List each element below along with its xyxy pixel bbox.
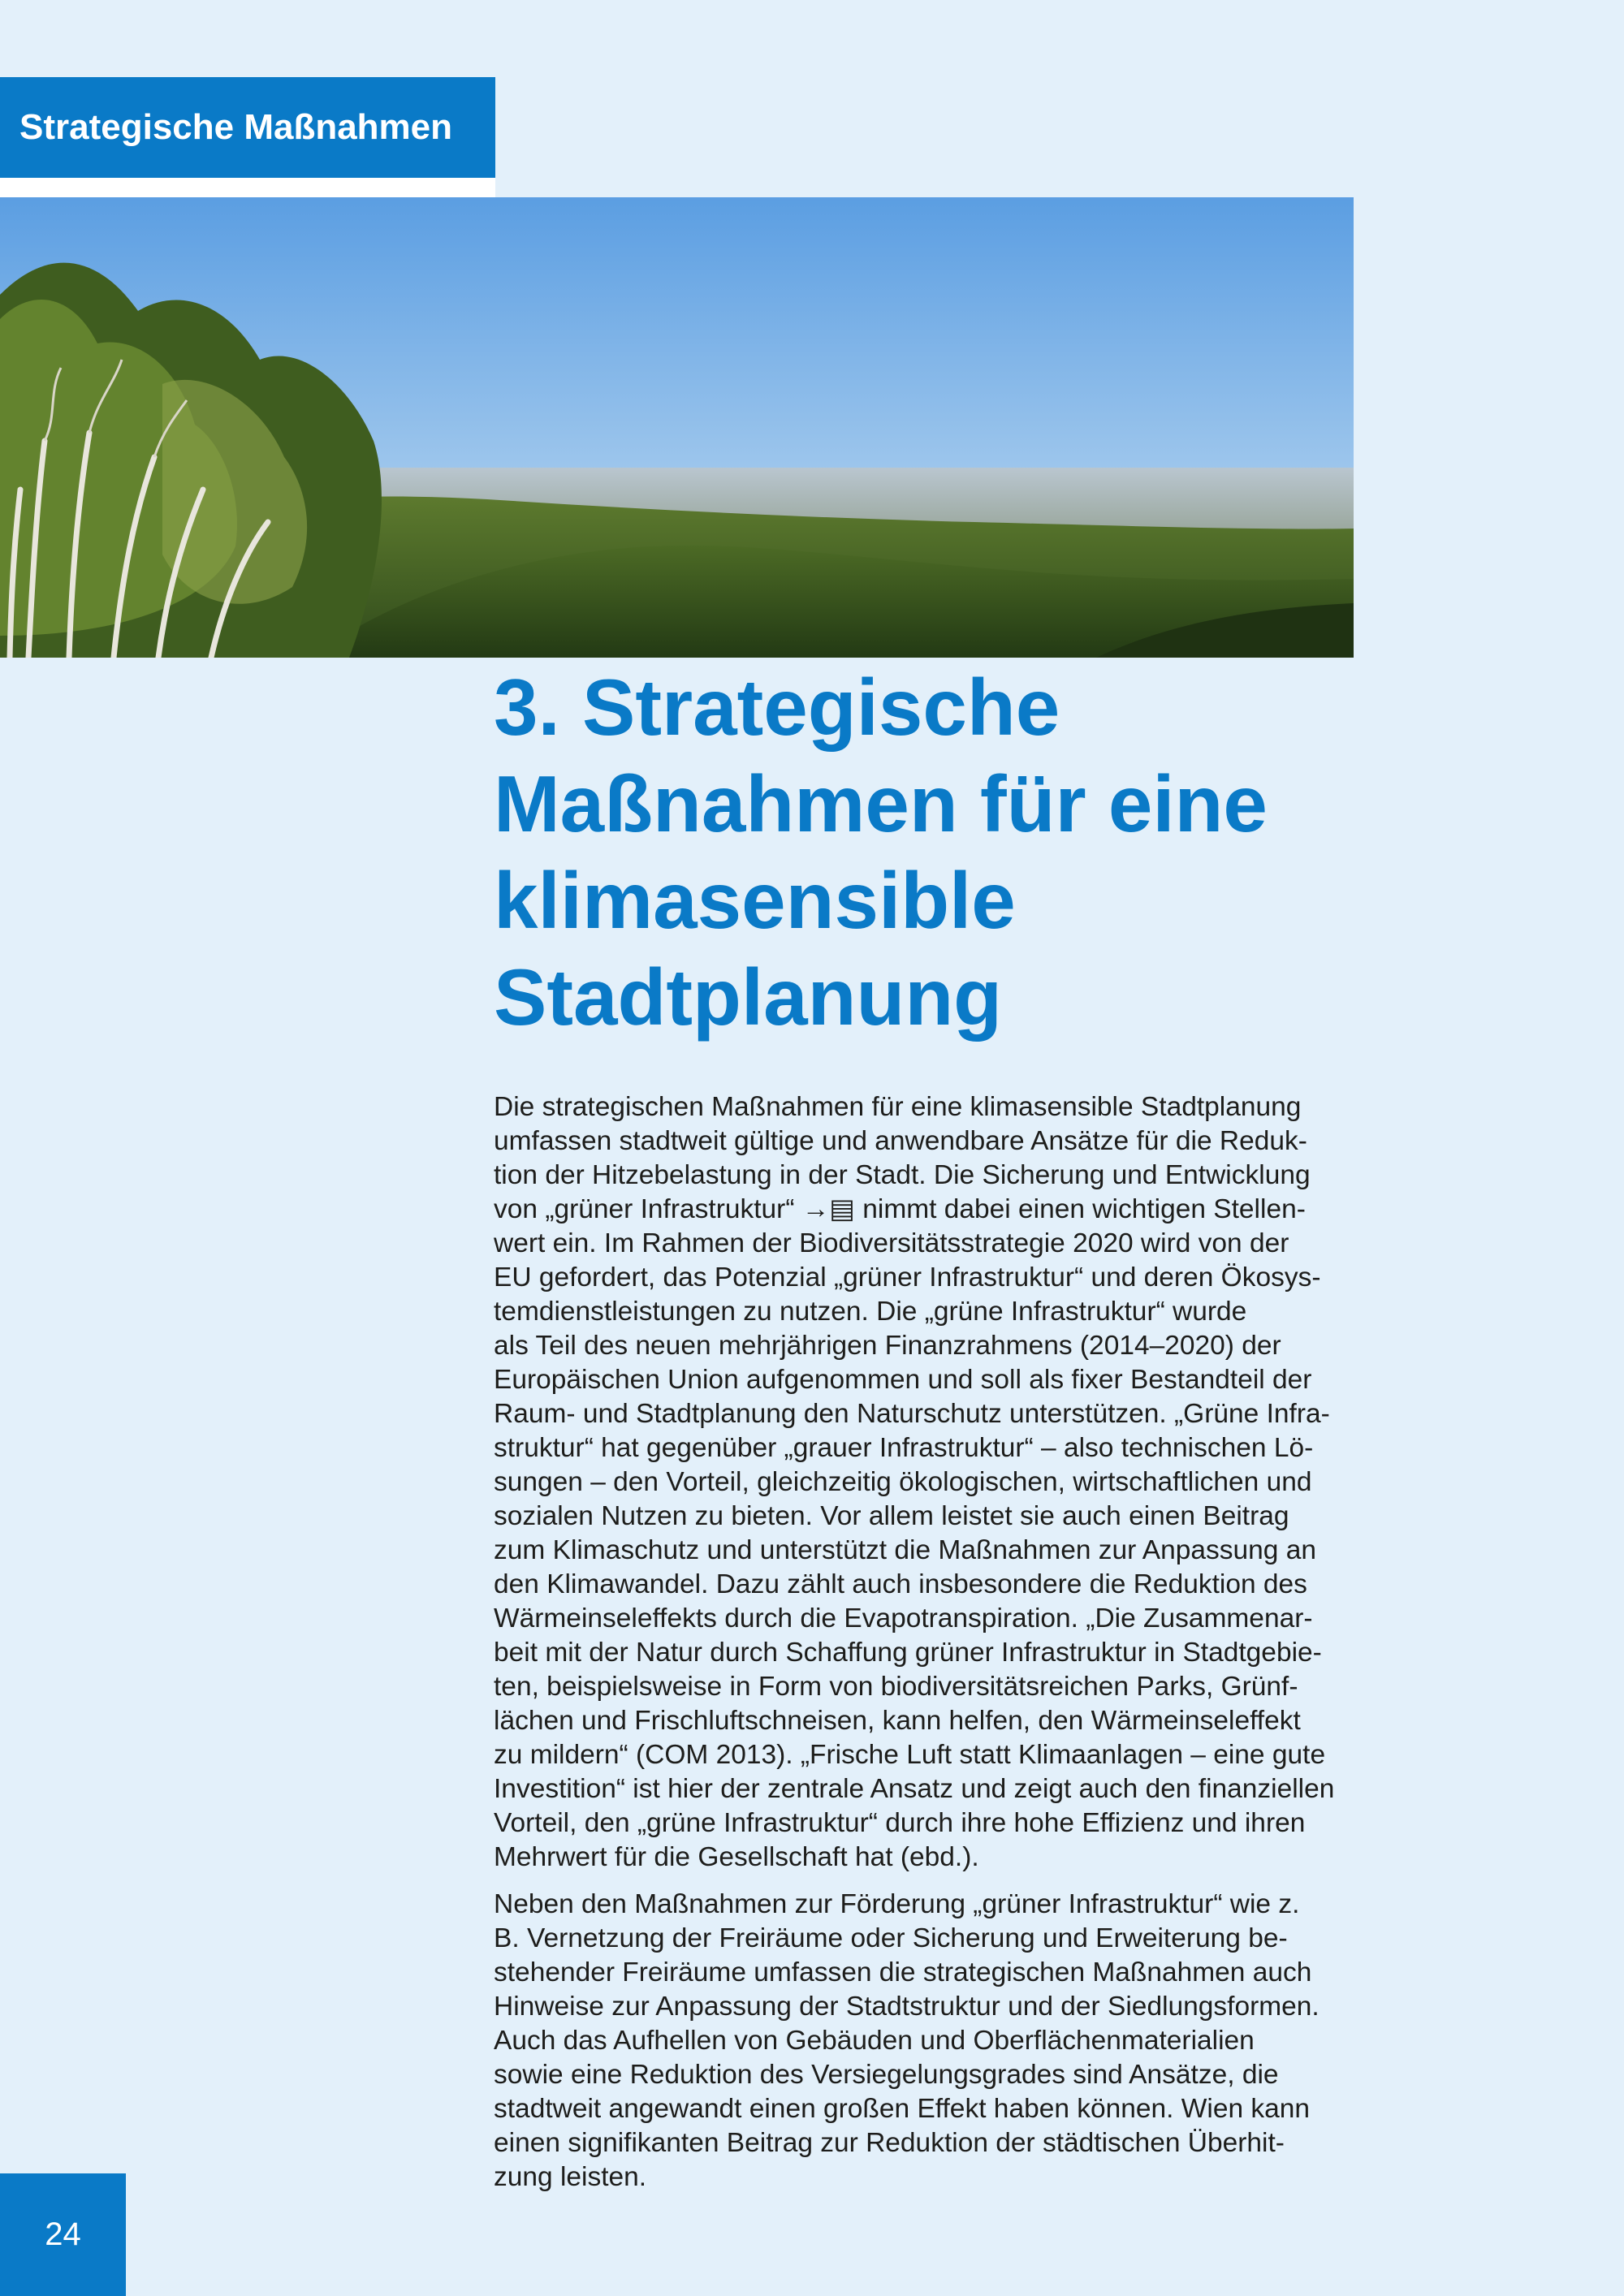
text-line: als Teil des neuen mehrjährigen Finanzrahmens (2014–2020) der <box>494 1331 1281 1361</box>
header-divider <box>0 178 495 197</box>
paragraph <box>494 1090 1354 1875</box>
text-line: lächen und Frischluftschneisen, kann helfen, den Wärmeinseleffekt <box>494 1706 1301 1736</box>
body-text <box>494 1090 1354 2208</box>
section-header-tab <box>0 77 495 178</box>
title-line: Stadtplanung <box>494 952 1003 1042</box>
section-header-label: Strategische Maßnahmen <box>19 107 453 147</box>
text-line: struktur“ hat gegenüber „grauer Infrastruktur“ – also technischen Lö- <box>494 1433 1314 1463</box>
text-line: Europäischen Union aufgenommen und soll als fixer Bestandteil der <box>494 1365 1312 1395</box>
text-line: zu mildern“ (COM 2013). „Frische Luft statt Klimaanlagen – eine gute <box>494 1740 1326 1770</box>
text-line: umfassen stadtweit gültige und anwendbare Ansätze für die Reduk- <box>494 1126 1307 1156</box>
text-line: von „grüner Infrastruktur“ →▤ nimmt dabei einen wichtigen Stellen- <box>494 1194 1306 1224</box>
text-line: sozialen Nutzen zu bieten. Vor allem leistet sie auch einen Beitrag <box>494 1501 1289 1531</box>
paragraph <box>494 1888 1354 2195</box>
title-line: klimasensible <box>494 856 1016 945</box>
text-line: Neben den Maßnahmen zur Förderung „grüner Infrastruktur“ wie z. <box>494 1889 1300 1919</box>
text-line: sungen – den Vorteil, gleichzeitig ökologischen, wirtschaftlichen und <box>494 1467 1312 1497</box>
text-line: Die strategischen Maßnahmen für eine klimasensible Stadtplanung <box>494 1092 1302 1122</box>
text-line: Auch das Aufhellen von Gebäuden und Oberflächenmaterialien <box>494 2026 1255 2056</box>
text-line: Investition“ ist hier der zentrale Ansatz und zeigt auch den finanziellen <box>494 1774 1335 1804</box>
page-title <box>494 659 1371 1046</box>
text-line: Vorteil, den „grüne Infrastruktur“ durch ihre hohe Effizienz und ihren <box>494 1808 1306 1838</box>
text-line: zung leisten. <box>494 2162 647 2192</box>
page-number-badge <box>0 2173 126 2296</box>
text-line: temdienstleistungen zu nutzen. Die „grüne Infrastruktur“ wurde <box>494 1297 1247 1327</box>
text-line: Hinweise zur Anpassung der Stadtstruktur und der Siedlungsformen. <box>494 1992 1320 2022</box>
text-line: EU gefordert, das Potenzial „grüner Infrastruktur“ und deren Ökosys- <box>494 1262 1321 1293</box>
title-line: 3. Strategische <box>494 662 1060 752</box>
text-line: einen signifikanten Beitrag zur Reduktion der städtischen Überhit- <box>494 2128 1285 2158</box>
text-line: den Klimawandel. Dazu zählt auch insbesondere die Reduktion des <box>494 1569 1307 1599</box>
title-line: Maßnahmen für eine <box>494 759 1268 848</box>
text-line: sowie eine Reduktion des Versiegelungsgrades sind Ansätze, die <box>494 2060 1279 2090</box>
text-line: wert ein. Im Rahmen der Biodiversitätsstrategie 2020 wird von der <box>494 1228 1289 1258</box>
landscape-photo <box>0 197 1354 658</box>
text-line: ten, beispielsweise in Form von biodiversitätsreichen Parks, Grünf- <box>494 1672 1298 1702</box>
page-number: 24 <box>45 2216 81 2252</box>
text-line: stadtweit angewandt einen großen Effekt haben können. Wien kann <box>494 2094 1311 2124</box>
text-line: stehender Freiräume umfassen die strategischen Maßnahmen auch <box>494 1957 1312 1987</box>
text-line: beit mit der Natur durch Schaffung grüner Infrastruktur in Stadtgebie- <box>494 1638 1322 1668</box>
text-line: tion der Hitzebelastung in der Stadt. Die Sicherung und Entwicklung <box>494 1160 1311 1190</box>
text-line: Mehrwert für die Gesellschaft hat (ebd.). <box>494 1842 979 1872</box>
text-line: Raum- und Stadtplanung den Naturschutz unterstützen. „Grüne Infra- <box>494 1399 1330 1429</box>
text-line: Wärmeinseleffekts durch die Evapotranspiration. „Die Zusammenar- <box>494 1603 1313 1634</box>
text-line: zum Klimaschutz und unterstützt die Maßnahmen zur Anpassung an <box>494 1535 1316 1565</box>
text-line: B. Vernetzung der Freiräume oder Sicherung und Erweiterung be- <box>494 1923 1288 1953</box>
